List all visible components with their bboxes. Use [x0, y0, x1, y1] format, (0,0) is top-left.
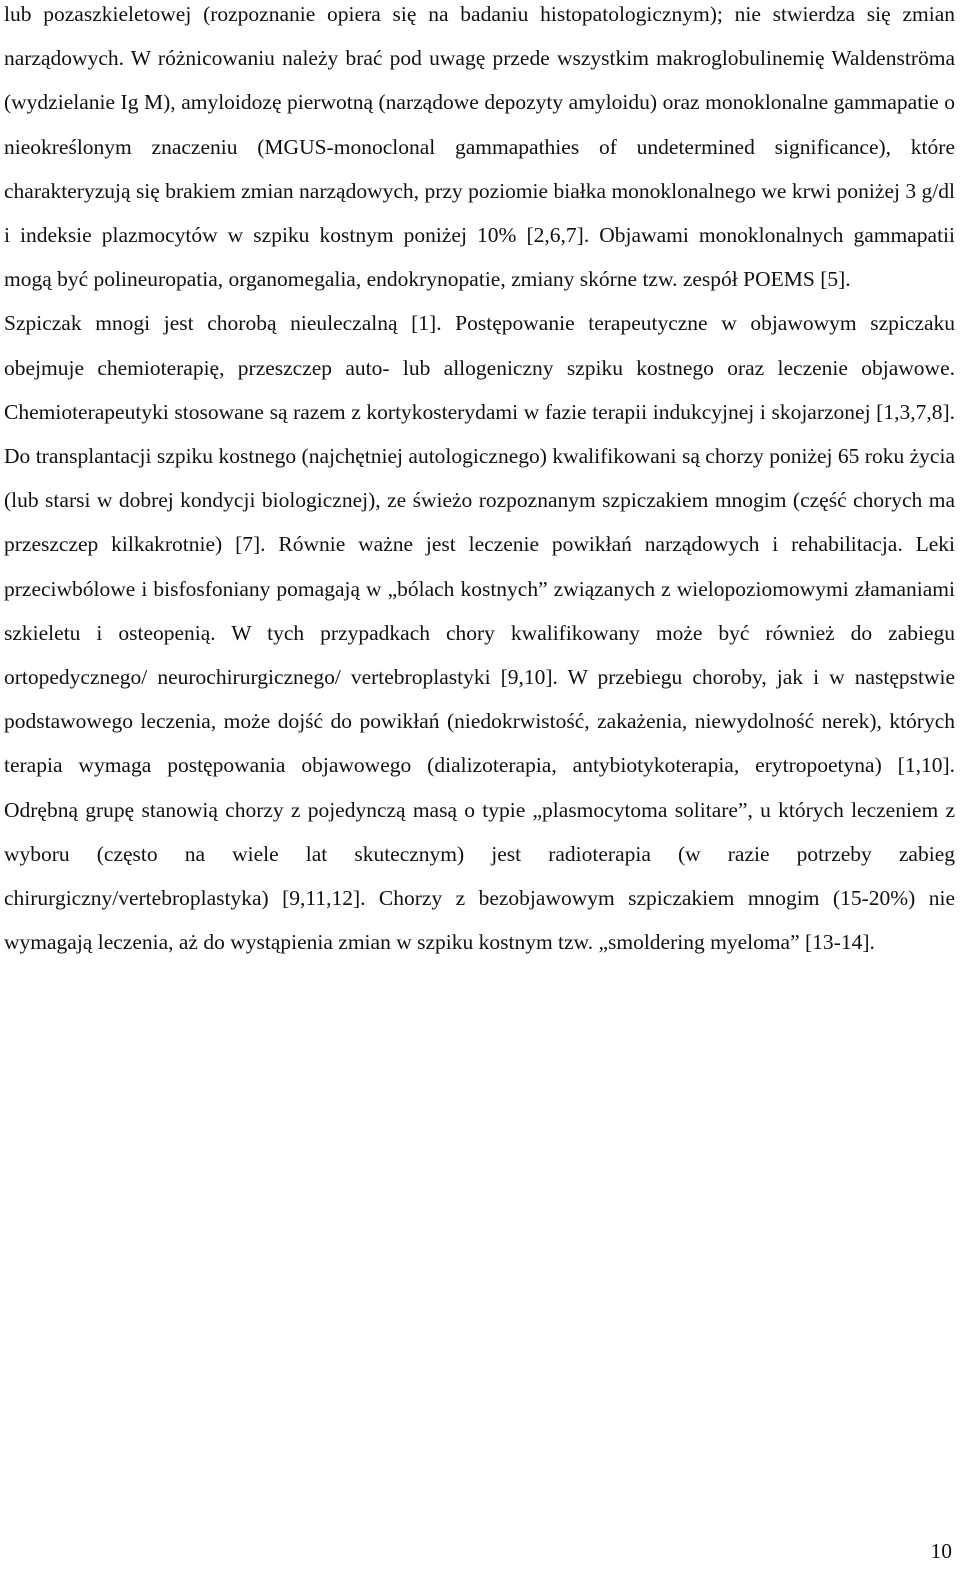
- page-number: 10: [930, 1539, 952, 1563]
- body-text: [4, 0, 955, 964]
- paragraph-2: Szpiczak mnogi jest chorobą nieuleczalną [1]. Postępowanie terapeutyczne w objawowym szpiczaku obejmuje chemioterapię, przeszczep auto- lub allogeniczny szpiku kostnego oraz leczenie objawowe. Chemioterapeutyki stosowane są razem z kortykosterydami w fazie terapii indukcyjnej i skojarzonej [1,3,7,8]. Do transplantacji szpiku kostnego (najchętniej autologicznego) kwalifikowani są chorzy poniżej 65 roku życia (lub starsi w dobrej kondycji biologicznej), ze świeżo rozpoznanym szpiczakiem mnogim (część chorych ma przeszczep kilkakrotnie) [7]. Równie ważne jest leczenie powikłań narządowych i rehabilitacja. Leki przeciwbólowe i bisfosfoniany pomagają w „bólach kostnych” związanych z wielopoziomowymi złamaniami szkieletu i osteopenią. W tych przypadkach chory kwalifikowany może być również do zabiegu ortopedycznego/ neurochirurgicznego/ vertebroplastyki [9,10]. W przebiegu choroby, jak i w następstwie podstawowego leczenia, może dojść do powikłań (niedokrwistość, zakażenia, niewydolność nerek), których terapia wymaga postępowania objawowego (dializoterapia, antybiotykoterapia, erytropoetyna) [1,10]. Odrębną grupę stanowią chorzy z pojedynczą masą o typie „plasmocytoma solitare”, u których leczeniem z wyboru (często na wiele lat skutecznym) jest radioterapia (w razie potrzeby zabieg chirurgiczny/vertebroplastyka) [9,11,12]. Chorzy z bezobjawowym szpiczakiem mnogim (15-20%) nie wymagają leczenia, aż do wystąpienia zmian w szpiku kostnym tzw. „smoldering myeloma” [13-14].: [4, 311, 955, 955]
- paragraph-1: lub pozaszkieletowej (rozpoznanie opiera się na badaniu histopatologicznym); nie stwierdza się zmian narządowych. W różnicowaniu należy brać pod uwagę przede wszystkim makroglobulinemię Waldenströma (wydzielanie Ig M), amyloidozę pierwotną (narządowe depozyty amyloidu) oraz monoklonalne gammapatie o nieokreślonym znaczeniu (MGUS-monoclonal gammapathies of undetermined significance), które charakteryzują się brakiem zmian narządowych, przy poziomie białka monoklonalnego we krwi poniżej 3 g/dl i indeksie plazmocytów w szpiku kostnym poniżej 10% [2,6,7]. Objawami monoklonalnych gammapatii mogą być polineuropatia, organomegalia, endokrynopatie, zmiany skórne tzw. zespół POEMS [5].: [4, 2, 955, 292]
